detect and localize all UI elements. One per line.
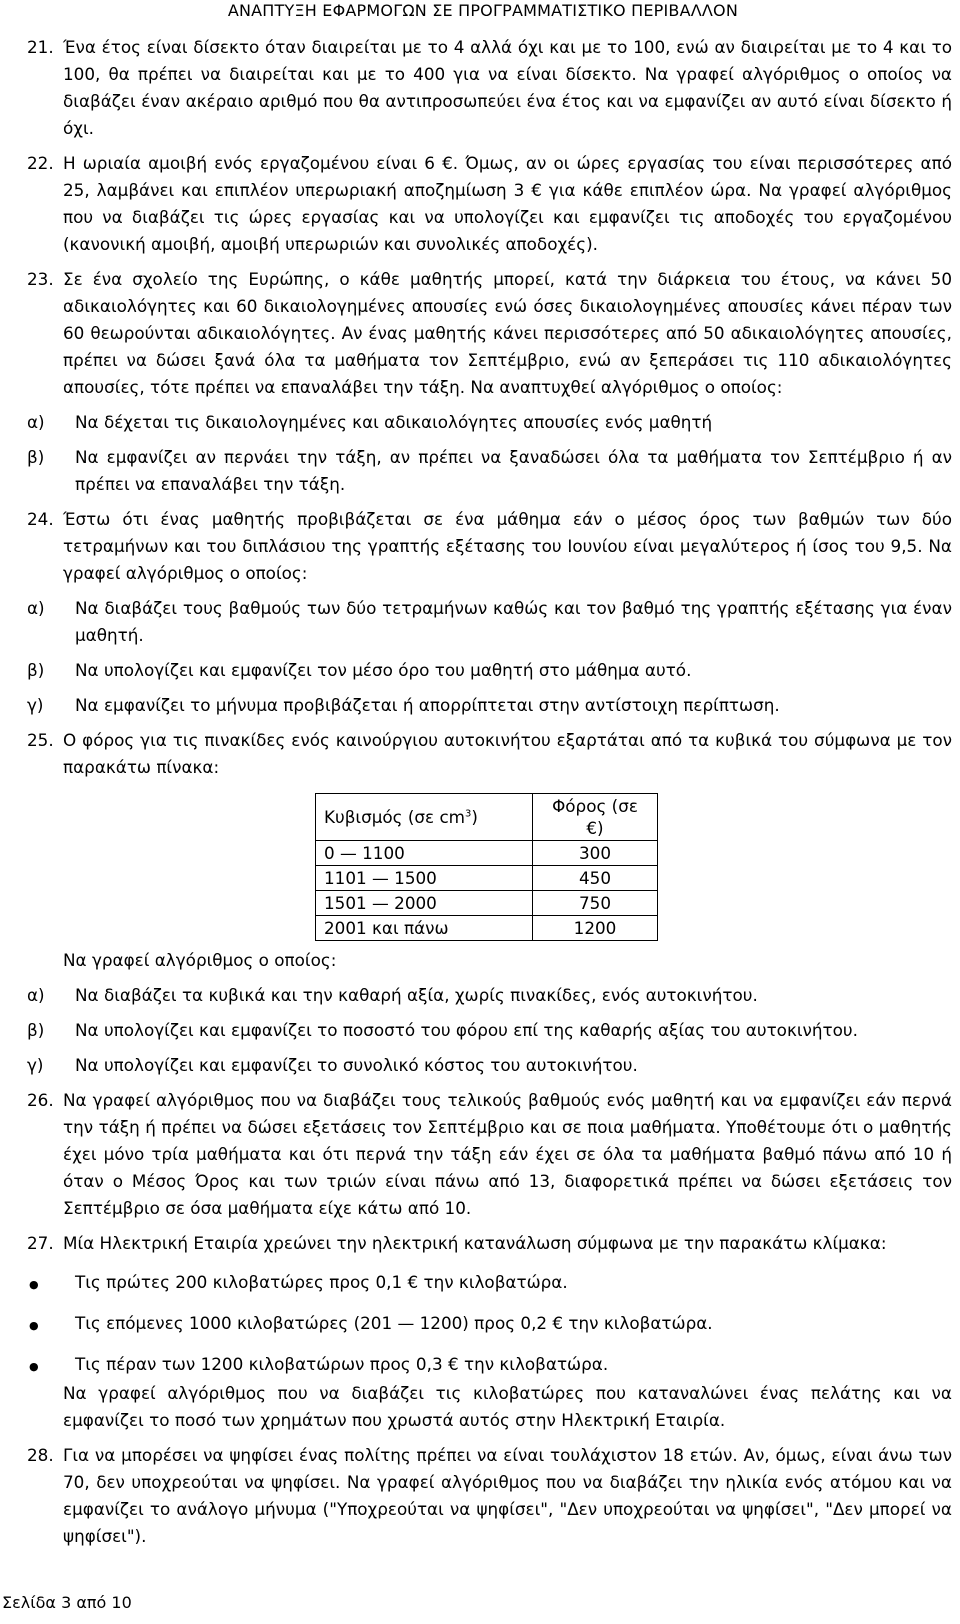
exercise-22 [27, 150, 952, 258]
bullet-text: Τις επόμενες 1000 κιλοβατώρες (201 — 1200) προς 0,2 € την κιλοβατώρα. [75, 1313, 713, 1333]
option [27, 982, 952, 1009]
option-label: γ) [27, 695, 44, 715]
table-header-row [316, 794, 658, 841]
exercise-number: 25. [27, 730, 54, 750]
option [27, 657, 952, 684]
option [27, 409, 952, 436]
bullet-icon [27, 1269, 75, 1298]
exercise-number: 24. [27, 509, 54, 529]
option-text: Να εμφανίζει το μήνυμα προβιβάζεται ή απορρίπτεται στην αντίστοιχη περίπτωση. [75, 695, 780, 715]
exercise-text: Σε ένα σχολείο της Ευρώπης, ο κάθε μαθητής μπορεί, κατά την διάρκεια του έτους, να κάνει 50 αδικαιολόγητες και 60 δικαιολογημένες απουσίες ενώ όσες δικαιολογημένες απουσίες κάνει πέραν των 60 θεωρούνται αδικαιολόγητες. Αν ένας μαθητής κάνει περισσότερες από 50 αδικαιολόγητες απουσίες, πρέπει να δώσει ξανά όλα τα μαθήματα τον Σεπτέμβριο, ενώ αν ξεπεράσει τις 110 αδικαιολόγητες απουσίες, τότε πρέπει να επαναλάβει την τάξη. Να αναπτυχθεί αλγόριθμος ο οποίος: [63, 269, 952, 397]
exercise-21 [27, 34, 952, 142]
bullet-text: Τις πρώτες 200 κιλοβατώρες προς 0,1 € την κιλοβατώρα. [75, 1272, 568, 1292]
option-text: Να εμφανίζει αν περνάει την τάξη, αν πρέπει να ξαναδώσει όλα τα μαθήματα τον Σεπτέμβριο ή αν πρέπει να επαναλάβει την τάξη. [75, 447, 952, 494]
exercise-text: Να γραφεί αλγόριθμος που να διαβάζει τους τελικούς βαθμούς ενός μαθητή και να εμφανίζει εάν περνά την τάξη ή πρέπει να δώσει εξετάσεις τον Σεπτέμβριο και σε ποια μαθήματα. Υποθέτουμε ότι ο μαθητής έχει μόνο τρία μαθήματα και ότι περνά την τάξη εάν έχει σε όλα τα μαθήματα βαθμό πάνω από 10 ή όταν ο Μέσος Όρος και των τριών είναι πάνω από 13, διαφορετικά πρέπει να δώσει εξετάσεις τον Σεπτέμβριο σε όσα μαθήματα είχε κάτω από 10. [63, 1090, 952, 1218]
bullet-item [27, 1351, 952, 1380]
table-row [316, 891, 658, 916]
column-header-displacement: Κυβισμός (σε $cm^3$) [316, 794, 533, 841]
option [27, 1017, 952, 1044]
option [27, 595, 952, 649]
option-text: Να διαβάζει τους βαθμούς των δύο τετραμήνων καθώς και τον βαθμό της γραπτής εξέτασης για έναν μαθητή. [75, 598, 952, 645]
option [27, 692, 952, 719]
exercise-instruction: Να γραφεί αλγόριθμος ο οποίος: [63, 950, 337, 970]
exercise-text: Ο φόρος για τις πινακίδες ενός καινούργιου αυτοκινήτου εξαρτάται από τα κυβικά του σύμφωνα με τον παρακάτω πίνακα: [63, 730, 952, 777]
option-text: Να υπολογίζει και εμφανίζει τον μέσο όρο του μαθητή στο μάθημα αυτό. [75, 660, 692, 680]
tax-table [315, 793, 658, 941]
exercise-25 [27, 727, 952, 1079]
exercise-text: Ένα έτος είναι δίσεκτο όταν διαιρείται με το 4 αλλά όχι και με το 100, ενώ αν διαιρείται με το 4 και το 100, θα πρέπει να διαιρείται και με το 400 για να είναι δίσεκτο. Να γραφεί αλγόριθμος ο οποίος να διαβάζει έναν ακέραιο αριθμό που θα αντιπροσωπεύει ένα έτος και να εμφανίζει αν αυτό είναι δίσεκτο ή όχι. [63, 37, 952, 138]
exercise-number: 21. [27, 37, 54, 57]
option-text: Να υπολογίζει και εμφανίζει το ποσοστό του φόρου επί της καθαρής αξίας του αυτοκινήτου. [75, 1020, 858, 1040]
range-cell: 0 — 1100 [316, 841, 533, 866]
option-label: α) [27, 412, 45, 432]
option-label: α) [27, 598, 45, 618]
table-row [316, 916, 658, 941]
column-header-tax: Φόρος (σε €) [533, 794, 658, 841]
exercise-text: Για να μπορέσει να ψηφίσει ένας πολίτης πρέπει να είναι τουλάχιστον 18 ετών. Αν, όμως, είναι άνω των 70, δεν υποχρεούται να ψηφίσει. Να γραφεί αλγόριθμος που να διαβάζει την ηλικία ενός ατόμου και να εμφανίζει το ανάλογο μήνυμα ("Υποχρεούται να ψηφίσει", "Δεν υποχρεούται να ψηφίσει", "Δεν μπορεί να ψηφίσει"). [63, 1445, 952, 1546]
exercise-27 [27, 1230, 952, 1434]
range-cell: 1501 — 2000 [316, 891, 533, 916]
page-header: ΑΝΑΠΤΥΞΗ ΕΦΑΡΜΟΓΩΝ ΣΕ ΠΡΟΓΡΑΜΜΑΤΙΣΤΙΚΟ ΠΕΡΙΒΑΛΛΟΝ [227, 1, 738, 20]
table-row [316, 841, 658, 866]
page-footer: Σελίδα 3 από 10 [2, 1593, 132, 1612]
range-cell: 2001 και πάνω [316, 916, 533, 941]
range-cell: 1101 — 1500 [316, 866, 533, 891]
tax-cell: 1200 [533, 916, 658, 941]
exercise-number: 28. [27, 1445, 54, 1465]
exercise-text: Έστω ότι ένας μαθητής προβιβάζεται σε ένα μάθημα εάν ο μέσος όρος των βαθμών των δύο τετραμήνων και του διπλάσιου της γραπτής εξέτασης του Ιουνίου είναι μεγαλύτερος ή ίσος του 9,5. Να γραφεί αλγόριθμος ο οποίος: [63, 509, 952, 583]
bullet-icon [27, 1351, 75, 1380]
exercise-23 [27, 266, 952, 498]
exercise-number: 27. [27, 1233, 54, 1253]
option-label: β) [27, 660, 45, 680]
option-label: β) [27, 447, 45, 467]
exercise-number: 22. [27, 153, 54, 173]
exercise-28 [27, 1442, 952, 1550]
bullet-item [27, 1310, 952, 1339]
exercise-instruction: Να γραφεί αλγόριθμος που να διαβάζει τις κιλοβατώρες που καταναλώνει ένας πελάτης και να εμφανίζει το ποσό των χρημάτων που χρωστά αυτός στην Ηλεκτρική Εταιρία. [63, 1383, 952, 1430]
bullet-item [27, 1269, 952, 1298]
exercise-24 [27, 506, 952, 719]
option [27, 1052, 952, 1079]
exercises [27, 34, 952, 1558]
table-row [316, 866, 658, 891]
option [27, 444, 952, 498]
option-text: Να υπολογίζει και εμφανίζει το συνολικό κόστος του αυτοκινήτου. [75, 1055, 638, 1075]
exercise-number: 26. [27, 1090, 54, 1110]
exercise-26 [27, 1087, 952, 1222]
tax-cell: 300 [533, 841, 658, 866]
option-label: α) [27, 985, 45, 1005]
option-label: γ) [27, 1055, 44, 1075]
tax-cell: 750 [533, 891, 658, 916]
option-text: Να διαβάζει τα κυβικά και την καθαρή αξία, χωρίς πινακίδες, ενός αυτοκινήτου. [75, 985, 758, 1005]
exercise-number: 23. [27, 269, 54, 289]
bullet-text: Τις πέραν των 1200 κιλοβατώρων προς 0,3 € την κιλοβατώρα. [75, 1354, 609, 1374]
option-label: β) [27, 1020, 45, 1040]
exercise-text: Η ωριαία αμοιβή ενός εργαζομένου είναι 6 €. Όμως, αν οι ώρες εργασίας του είναι περισσότερες από 25, λαμβάνει και επιπλέον υπερωριακή αποζημίωση 3 € για κάθε επιπλέον ώρα. Να γραφεί αλγόριθμος που να διαβάζει τις ώρες εργασίας και να υπολογίζει και εμφανίζει τις αποδοχές του εργαζομένου (κανονική αμοιβή, αμοιβή υπερωριών και συνολικές αποδοχές). [63, 153, 952, 254]
bullet-icon [27, 1310, 75, 1339]
exercise-text: Μία Ηλεκτρική Εταιρία χρεώνει την ηλεκτρική κατανάλωση σύμφωνα με την παρακάτω κλίμακα: [63, 1233, 887, 1253]
option-text: Να δέχεται τις δικαιολογημένες και αδικαιολόγητες απουσίες ενός μαθητή [75, 412, 713, 432]
tax-cell: 450 [533, 866, 658, 891]
